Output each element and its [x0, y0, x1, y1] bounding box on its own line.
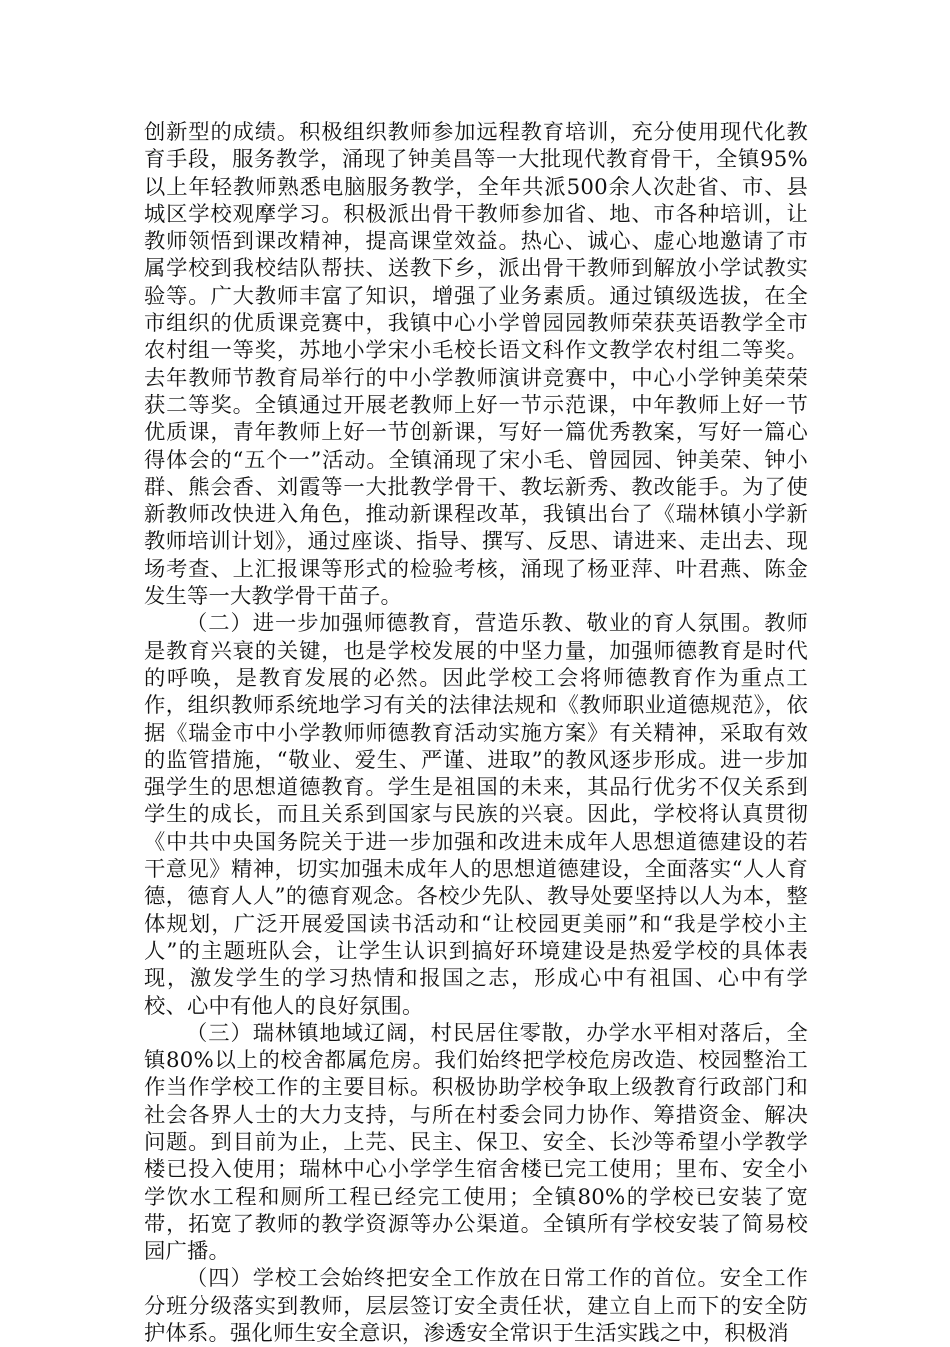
paragraph-school-buildings: （三）瑞林镇地域辽阔，村民居住零散，办学水平相对落后，全镇80%以上的校舍都属危房。我们始终把学校危房改造、校园整治工作当作学校工作的主要目标。积极协助学校争取上级教育行政部门和社会各界人士的大力支持，与所在村委会同力协作、筹措资金、解决问题。到目前为止，上芫、民主、保卫、安全、长沙等希望小学教学楼已投入使用；瑞林中心小学学生宿舍楼已完工使用；里布、安全小学饮水工程和厕所工程已经完工使用；全镇80%的学校已安装了宽带，拓宽了教师的教学资源等办公渠道。全镇所有学校安装了简易校园广播。	[144, 1020, 808, 1265]
paragraph-achievements: 创新型的成绩。积极组织教师参加远程教育培训，充分使用现代化教育手段，服务教学，涌现了钟美昌等一大批现代教育骨干，全镇95%以上年轻教师熟悉电脑服务教学，全年共派500余人次赴省、市、县城区学校观摩学习。积极派出骨干教师参加省、地、市各种培训，让教师领悟到课改精神，提高课堂效益。热心、诚心、虚心地邀请了市属学校到我校结队帮扶、送教下乡，派出骨干教师到解放小学试教实验等。广大教师丰富了知识，增强了业务素质。通过镇级选拔，在全市组织的优质课竞赛中，我镇中心小学曾园园教师荣获英语教学全市农村组一等奖，苏地小学宋小毛校长语文科作文教学农村组二等奖。去年教师节教育局举行的中小学教师演讲竞赛中，中心小学钟美荣荣获二等奖。全镇通过开展老教师上好一节示范课，中年教师上好一节优质课，青年教师上好一节创新课，写好一篇优秀教案，写好一篇心得体会的“五个一”活动。全镇涌现了宋小毛、曾园园、钟美荣、钟小群、熊会香、刘霞等一大批教学骨干、教坛新秀、教改能手。为了使新教师改快进入角色，推动新课程改革，我镇出台了《瑞林镇小学新教师培训计划》，通过座谈、指导、撰写、反思、请进来、走出去、现场考查、上汇报课等形式的检验考核，涌现了杨亚萍、叶君燕、陈金发生等一大教学骨干苗子。	[144, 120, 808, 610]
body-text	[144, 119, 808, 1347]
paragraph-safety-work: （四）学校工会始终把安全工作放在日常工作的首位。安全工作分班分级落实到教师，层层签订安全责任状，建立自上而下的安全防护体系。强化师生安全意识，渗透安全常识于生活实践之中，积极消	[144, 1266, 808, 1347]
paragraph-teacher-ethics: （二）进一步加强师德教育，营造乐教、敬业的育人氛围。教师是教育兴衰的关键，也是学校发展的中坚力量，加强师德教育是时代的呼唤，是教育发展的必然。因此学校工会将师德教育作为重点工作，组织教师系统地学习有关的法律法规和《教师职业道德规范》，依据《瑞金市中小学教师师德教育活动实施方案》有关精神，采取有效的监管措施，“敬业、爱生、严谨、进取”的教风逐步形成。进一步加强学生的思想道德教育。学生是祖国的未来，其品行优劣不仅关系到学生的成长，而且关系到国家与民族的兴衰。因此，学校将认真贯彻《中共中央国务院关于进一步加强和改进未成年人思想道德建设的若干意见》精神，切实加强未成年人的思想道德建设，全面落实“人人育德，德育人人”的德育观念。各校少先队、教导处要坚持以人为本，整体规划，广泛开展爱国读书活动和“让校园更美丽”和“我是学校小主人”的主题班队会，让学生认识到搞好环境建设是热爱学校的具体表现，激发学生的学习热情和报国之志，形成心中有祖国、心中有学校、心中有他人的良好氛围。	[144, 611, 808, 1019]
